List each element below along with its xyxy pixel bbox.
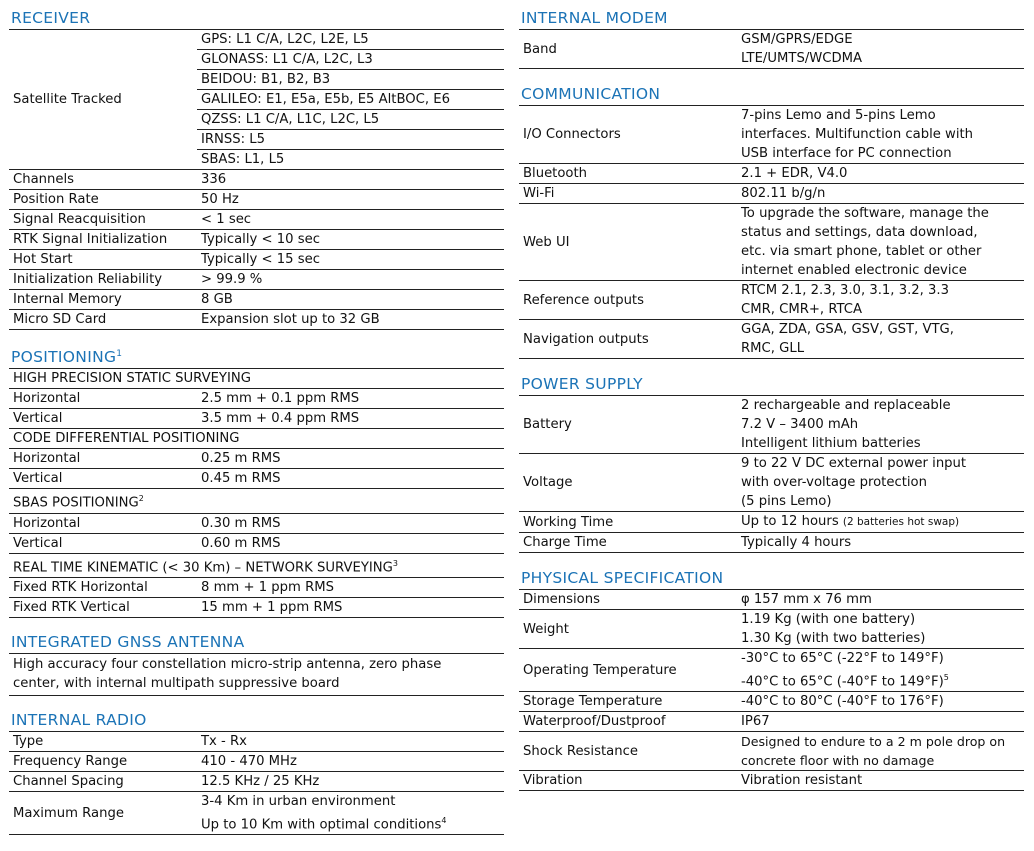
row-value: 1.19 Kg (with one battery) 1.30 Kg (with two batteries) [737,610,1024,649]
power-section [519,374,1024,553]
row-label: Charge Time [519,533,737,553]
row-value: Tx - Rx [197,732,504,752]
table-row [9,250,504,270]
table-row [9,270,504,290]
row-value: Typically < 15 sec [197,250,504,270]
table-row [519,396,1024,454]
footnote-marker: 5 [943,673,949,682]
physical-table [519,590,1024,791]
row-value: To upgrade the software, manage the status and settings, data download, etc. via smart phone, tablet or other internet enabled electronic device [737,204,1024,281]
row-label: Web UI [519,204,737,281]
communication-title: COMMUNICATION [519,84,1024,106]
antenna-line: center, with internal multipath suppressive board [13,675,340,691]
footnote-marker: 1 [116,349,123,359]
row-value: 336 [197,170,504,190]
row-value: 9 to 22 V DC external power input with over-voltage protection (5 pins Lemo) [737,454,1024,512]
table-row [519,454,1024,512]
satellite-tracked-row [9,30,504,170]
power-table [519,396,1024,553]
satellite-gps: GPS: L1 C/A, L2C, L2E, L5 [197,30,504,50]
row-label: Vertical [9,533,197,553]
row-value: > 99.9 % [197,270,504,290]
satellite-galileo: GALILEO: E1, E5a, E5b, E5 AltBOC, E6 [197,90,504,110]
row-label: Signal Reacquisition [9,210,197,230]
table-row [9,597,504,617]
right-column [519,8,1024,807]
row-value: Expansion slot up to 32 GB [197,310,504,330]
row-label: Working Time [519,512,737,533]
receiver-title: RECEIVER [9,8,504,30]
row-value: GGA, ZDA, GSA, GSV, GST, VTG, RMC, GLL [737,320,1024,359]
row-label: Hot Start [9,250,197,270]
row-value: 2.5 mm + 0.1 ppm RMS [197,389,504,409]
table-row [9,310,504,330]
row-value: 3-4 Km in urban environment Up to 10 Km with optimal conditions$^4$ [197,791,504,834]
row-label: Channel Spacing [9,771,197,791]
row-value: 802.11 b/g/n [737,184,1024,204]
row-label: Horizontal [9,449,197,469]
modem-title: INTERNAL MODEM [519,8,1024,30]
table-row [519,106,1024,164]
row-value: 2.1 + EDR, V4.0 [737,164,1024,184]
table-row [519,320,1024,359]
row-label: Internal Memory [9,290,197,310]
radio-table [9,732,504,835]
radio-section [9,710,504,835]
table-row [519,610,1024,649]
table-row [9,514,504,534]
table-row [9,210,504,230]
row-value: 12.5 KHz / 25 KHz [197,771,504,791]
row-label: Waterproof/Dustproof [519,712,737,732]
power-title: POWER SUPPLY [519,374,1024,396]
row-value: 0.30 m RMS [197,514,504,534]
satellite-glonass: GLONASS: L1 C/A, L2C, L3 [197,50,504,70]
footnote-marker: 4 [441,815,447,825]
row-label: RTK Signal Initialization [9,230,197,250]
row-label: Horizontal [9,514,197,534]
left-column [9,8,504,851]
table-row [9,469,504,489]
row-label: Position Rate [9,190,197,210]
row-value: -40°C to 80°C (-40°F to 176°F) [737,692,1024,712]
sbas-table [9,514,504,554]
row-label: Wi-Fi [519,184,737,204]
table-row [519,712,1024,732]
row-label: Initialization Reliability [9,270,197,290]
physical-title: PHYSICAL SPECIFICATION [519,568,1024,590]
row-value: < 1 sec [197,210,504,230]
row-label: Band [519,30,737,69]
row-label: Operating Temperature [519,649,737,692]
table-row [519,184,1024,204]
antenna-title: INTEGRATED GNSS ANTENNA [9,632,504,654]
table-row [9,230,504,250]
radio-title: INTERNAL RADIO [9,710,504,732]
row-label: Fixed RTK Horizontal [9,578,197,598]
table-row [9,732,504,752]
row-label: Storage Temperature [519,692,737,712]
satellite-irnss: IRNSS: L5 [197,130,504,150]
row-value: 15 mm + 1 ppm RMS [197,597,504,617]
table-row [519,732,1024,771]
code-diff-table [9,449,504,489]
row-value: Up to 12 hours (2 batteries hot swap) [737,512,1024,533]
row-value: -30°C to 65°C (-22°F to 149°F) -40°C to 65°C (-40°F to 149°F)$^5$ [737,649,1024,692]
hp-static-heading: HIGH PRECISION STATIC SURVEYING [9,369,504,389]
row-value: IP67 [737,712,1024,732]
row-value: 50 Hz [197,190,504,210]
row-label: Navigation outputs [519,320,737,359]
rtk-heading: REAL TIME KINEMATIC (< 30 Km) – NETWORK SURVEYING$^3$ [9,554,504,578]
row-value: 0.45 m RMS [197,469,504,489]
row-value: 0.60 m RMS [197,533,504,553]
row-label: Vertical [9,409,197,429]
table-row [9,409,504,429]
row-value: 2 rechargeable and replaceable 7.2 V – 3400 mAh Intelligent lithium batteries [737,396,1024,454]
row-label: Channels [9,170,197,190]
sbas-heading: SBAS POSITIONING$^2$ [9,489,504,513]
table-row [9,578,504,598]
footnote-marker: 3 [392,558,398,568]
table-row [519,204,1024,281]
working-time-note: (2 batteries hot swap) [842,516,960,528]
row-value: 410 - 470 MHz [197,751,504,771]
antenna-section [9,632,504,696]
row-label: Bluetooth [519,164,737,184]
row-label: Battery [519,396,737,454]
row-value: Vibration resistant [737,771,1024,791]
table-row [9,290,504,310]
table-row [519,512,1024,533]
row-value: Typically < 10 sec [197,230,504,250]
table-row [9,791,504,834]
row-value: 8 GB [197,290,504,310]
table-row [9,751,504,771]
satellite-qzss: QZSS: L1 C/A, L1C, L2C, L5 [197,110,504,130]
row-label: Vertical [9,469,197,489]
positioning-title: POSITIONING$^1$ [9,344,504,369]
rtk-table [9,578,504,618]
row-value: 0.25 m RMS [197,449,504,469]
row-label: Voltage [519,454,737,512]
row-value: Typically 4 hours [737,533,1024,553]
antenna-description [9,654,504,696]
table-row [519,164,1024,184]
satellite-beidou: BEIDOU: B1, B2, B3 [197,70,504,90]
row-label: Maximum Range [9,791,197,834]
row-value: 7-pins Lemo and 5-pins Lemo interfaces. Multifunction cable with USB interface for PC connection [737,106,1024,164]
row-value: Designed to endure to a 2 m pole drop on concrete floor with no damage [737,732,1024,771]
table-row [519,533,1024,553]
satellite-tracked-label: Satellite Tracked [9,30,197,170]
table-row [9,533,504,553]
table-row [9,449,504,469]
row-value: φ 157 mm x 76 mm [737,590,1024,610]
code-diff-heading: CODE DIFFERENTIAL POSITIONING [9,429,504,449]
receiver-table [9,30,504,330]
row-label: Shock Resistance [519,732,737,771]
row-value: RTCM 2.1, 2.3, 3.0, 3.1, 3.2, 3.3 CMR, CMR+, RTCA [737,281,1024,320]
row-label: Micro SD Card [9,310,197,330]
table-row [519,281,1024,320]
row-label: Horizontal [9,389,197,409]
table-row [9,389,504,409]
physical-section [519,568,1024,791]
table-row [9,190,504,210]
positioning-section [9,344,504,618]
row-label: Dimensions [519,590,737,610]
hp-static-table [9,389,504,429]
table-row [519,692,1024,712]
row-label: Vibration [519,771,737,791]
table-row [519,649,1024,692]
receiver-section [9,8,504,330]
modem-section [519,8,1024,69]
row-label: Fixed RTK Vertical [9,597,197,617]
table-row [519,30,1024,69]
table-row [519,590,1024,610]
footnote-marker: 2 [138,494,144,504]
table-row [519,771,1024,791]
row-value: GSM/GPRS/EDGE LTE/UMTS/WCDMA [737,30,1024,69]
communication-table [519,106,1024,359]
row-value: 3.5 mm + 0.4 ppm RMS [197,409,504,429]
row-label: I/O Connectors [519,106,737,164]
table-row [9,170,504,190]
satellite-sbas: SBAS: L1, L5 [201,152,285,167]
modem-table [519,30,1024,69]
row-label: Weight [519,610,737,649]
antenna-line: High accuracy four constellation micro-strip antenna, zero phase [13,656,442,672]
table-row [9,771,504,791]
row-label: Reference outputs [519,281,737,320]
row-value: 8 mm + 1 ppm RMS [197,578,504,598]
communication-section [519,84,1024,359]
row-label: Type [9,732,197,752]
row-label: Frequency Range [9,751,197,771]
